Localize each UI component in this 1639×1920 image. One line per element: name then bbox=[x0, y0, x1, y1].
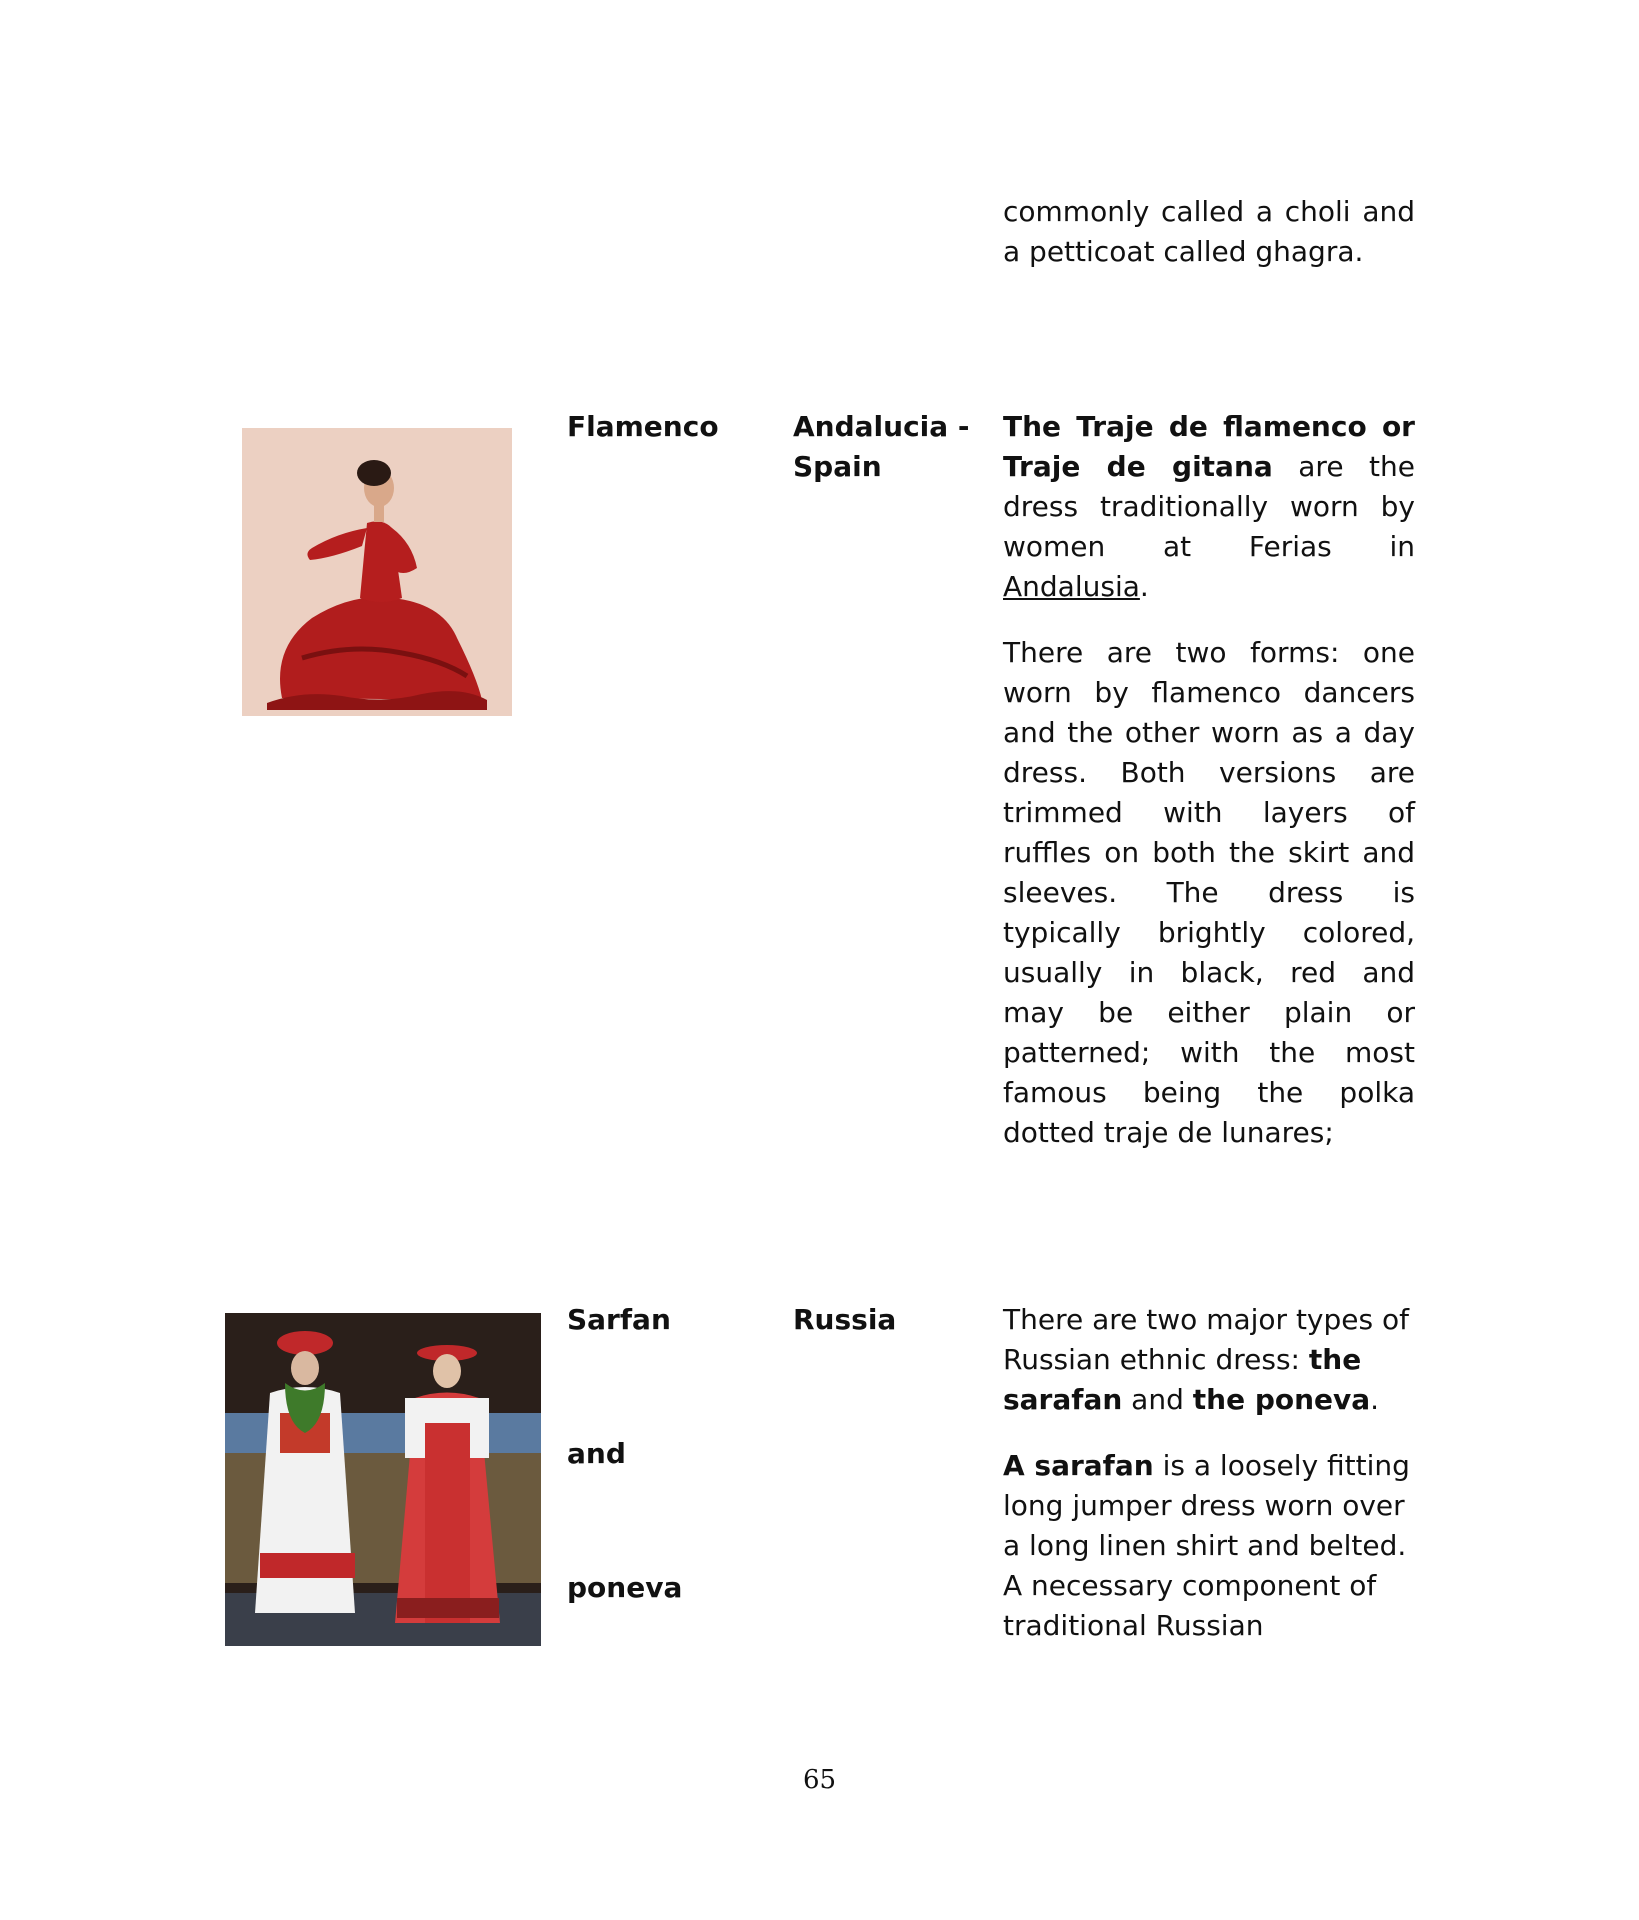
region-name: Andalucia - Spain bbox=[793, 410, 970, 483]
bold-term: the sarafan bbox=[1003, 1343, 1362, 1416]
andalusia-link[interactable]: Andalusia bbox=[1003, 570, 1140, 603]
continued-description bbox=[1003, 192, 1415, 272]
costume-name-sarfan: Sarfan bbox=[567, 1303, 671, 1336]
bold-term: The Traje de flamenco or Traje de gitana bbox=[1003, 410, 1415, 483]
desc-text: is a loosely fitting long jumper dress worn over a long linen shirt and belted. A necessary component of traditional Russian bbox=[1003, 1449, 1410, 1642]
russia-costume-names bbox=[567, 1300, 682, 1608]
desc-text: . bbox=[1370, 1383, 1380, 1416]
russian-costume-illustration bbox=[225, 1313, 541, 1646]
page-number: 65 bbox=[802, 1765, 837, 1795]
continued-text: commonly called a choli and a petticoat called ghagra. bbox=[1003, 195, 1415, 268]
flamenco-desc-paragraph-2: There are two forms: one worn by flamenco dancers and the other worn as a day dress. Both versions are trimmed with layers of ruffles on both the skirt and sleeves. The dress is typically brightly colored, usually in black, red and may be either plain or patterned; with the most famous being the polka dotted traje de lunares; bbox=[1003, 636, 1415, 1149]
russia-desc-paragraph-1 bbox=[1003, 1300, 1415, 1420]
desc-text: and bbox=[1122, 1383, 1193, 1416]
russia-region bbox=[793, 1300, 896, 1340]
flamenco-image bbox=[242, 428, 512, 716]
flamenco-description bbox=[1003, 407, 1415, 1153]
costume-name: Flamenco bbox=[567, 410, 719, 443]
desc-text: are the dress traditionally worn by women at Ferias in bbox=[1003, 450, 1415, 563]
costume-name-and: and bbox=[567, 1437, 626, 1470]
flamenco-desc-paragraph-1 bbox=[1003, 407, 1415, 607]
costume-name-poneva: poneva bbox=[567, 1571, 683, 1604]
desc-text: . bbox=[1139, 570, 1149, 603]
russian-costume-image bbox=[225, 1313, 541, 1646]
bold-term: A sarafan bbox=[1003, 1449, 1154, 1482]
flamenco-region bbox=[793, 407, 973, 487]
desc-text: There are two major types of Russian ethnic dress: bbox=[1003, 1303, 1409, 1376]
russia-desc-paragraph-2 bbox=[1003, 1446, 1415, 1646]
flamenco-name bbox=[567, 407, 719, 447]
region-name: Russia bbox=[793, 1303, 897, 1336]
bold-term: the poneva bbox=[1192, 1383, 1371, 1416]
russia-description bbox=[1003, 1300, 1415, 1646]
flamenco-dancer-illustration bbox=[242, 428, 512, 716]
